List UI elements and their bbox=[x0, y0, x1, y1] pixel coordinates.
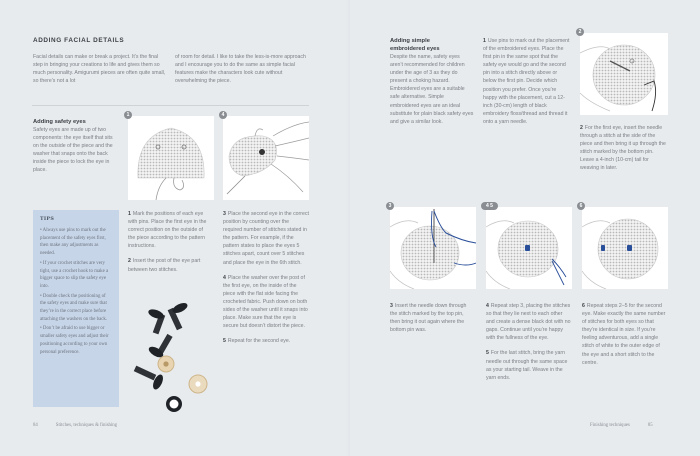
page-number: 84 bbox=[33, 423, 38, 428]
safety-eyes-parts-photo bbox=[128, 300, 218, 415]
embroidered-eyes-body: Despite the name, safety eyes aren’t recommended for children under the age of 3 as they do present a choking hazard. Embroidered eyes are a suitable safe alternative. Simple embroidered eyes are an ideal substitute for plain black safety eyes and give a similar look. bbox=[390, 54, 474, 125]
hand-pressing-washer-illustration bbox=[223, 116, 309, 200]
step-text: Insert the needle down through the stitch marked by the top pin, then bring it out again where the bottom pin was. bbox=[390, 303, 467, 334]
needle-through-ball-illustration bbox=[580, 33, 668, 115]
tips-title: TIPS bbox=[40, 216, 55, 222]
step-number: 2 bbox=[580, 125, 583, 131]
crochet-head-with-pins-illustration bbox=[128, 116, 214, 200]
step-number: 3 bbox=[223, 211, 226, 217]
section-name: Stitches, techniques & finishing bbox=[55, 423, 118, 428]
steps-column-2 bbox=[223, 210, 309, 352]
tip-item: • Always use pins to mark out the placement of the safety eyes first, then make any adjustments as needed. bbox=[40, 228, 106, 257]
embroidered-eyes-heading: Adding simple embroidered eyes bbox=[390, 38, 440, 52]
step-number: 2 bbox=[128, 258, 131, 265]
step-text: For the last stitch, bring the yarn needle out through the same space as your starting tail. Weave in the yarn ends. bbox=[486, 350, 568, 381]
right-step-3 bbox=[390, 302, 472, 341]
tip-item: • Double check the positioning of the safety eyes and make sure that they’re in the correct place before attaching the washers on the back. bbox=[40, 293, 108, 322]
section-name: Finishing techniques bbox=[590, 423, 630, 428]
dense-eye-dot-illustration bbox=[486, 207, 572, 289]
step-number: 6 bbox=[582, 303, 585, 309]
right-footer bbox=[590, 423, 653, 428]
step-4 bbox=[223, 274, 309, 331]
photo-step-1 bbox=[128, 116, 214, 200]
safety-eyes-heading: Adding safety eyes bbox=[33, 119, 86, 125]
right-step-5 bbox=[486, 349, 572, 381]
step-text: Repeat steps 2–5 for the second eye. Make exactly the same number of stitches for both eyes so that they’re identical in size. If you’re feeling adventurous, add a single stitch of white to the outer edge of the eye and a short stitch to the centre. bbox=[582, 303, 666, 366]
steps-column-1 bbox=[128, 210, 210, 281]
right-step-2 bbox=[580, 124, 668, 180]
step-text: Use pins to mark out the placement of the embroidered eyes. Place the first pin in the same spot that the safety eye would go and the second pin into a stitch directly above or below the first pin. Decide which position you prefer. Once you’re happy with the placement, cut a 12-inch (30-cm) length of black embroidery floss/thread and thread it onto a yarn needle. bbox=[483, 38, 570, 125]
right-step-4 bbox=[486, 302, 572, 342]
tip-item: • If your crochet stitches are very tight, use a crochet hook to make a bigger space to slip the safety eye into. bbox=[40, 260, 109, 289]
safety-eye-post bbox=[168, 301, 189, 330]
two-embroidered-eyes-illustration bbox=[582, 207, 668, 289]
left-footer bbox=[33, 423, 117, 428]
photo-badge: 4 5 bbox=[481, 202, 498, 210]
step-number: 4 bbox=[223, 274, 226, 281]
step-number: 4 bbox=[486, 303, 489, 309]
step-number: 5 bbox=[223, 338, 226, 345]
step-text: Insert the post of the eye part between two stitches. bbox=[128, 258, 201, 273]
step-number: 1 bbox=[483, 38, 486, 44]
photo-step-3 bbox=[390, 207, 476, 289]
step-text: Place the second eye in the correct position by counting over the required number of stitches stated in the pattern. For example, if the pattern states to place the eyes 5 stitches apart, count over 5 stitches and place the eye in the 6th stitch. bbox=[223, 211, 309, 266]
right-steps-4-5 bbox=[486, 302, 572, 389]
photo-badge: 6 bbox=[577, 202, 585, 210]
page-number: 85 bbox=[647, 423, 653, 428]
step-text: Repeat step 3, placing the stitches so that they lie next to each other and create a dense black dot with no gaps. Continue until you’re happy with the fullness of the eye. bbox=[486, 303, 571, 342]
step-text: Place the washer over the post of the first eye, on the inside of the piece with the flat side facing the crocheted fabric. Push down on both sides of the washer until it snaps into place. Make sure that the eye is secure but doesn’t distort the piece. bbox=[223, 274, 308, 330]
step-1 bbox=[128, 210, 210, 250]
photo-badge: 4 bbox=[219, 111, 227, 119]
section-heading: ADDING FACIAL DETAILS bbox=[33, 37, 125, 44]
tips-box bbox=[33, 210, 119, 407]
safety-eyes-body: Safety eyes are made up of two components: the eye itself that sits on the outside of the piece and the washer that snaps onto the back inside the piece to lock the eye in place. bbox=[33, 127, 113, 174]
step-text: Repeat for the second eye. bbox=[227, 338, 291, 345]
intro-column-2: of room for detail. I like to take the less-is-more approach and I encourage you to do the same as simple facial features make the characters look cute without overwhelming the piece. bbox=[175, 54, 306, 85]
safety-eye-front bbox=[166, 396, 182, 412]
photo-badge: 2 bbox=[576, 28, 584, 36]
right-page bbox=[350, 0, 700, 456]
needle-down-through-stitch-illustration bbox=[390, 207, 476, 289]
photo-badge: 3 bbox=[386, 202, 394, 210]
step-3 bbox=[223, 210, 309, 267]
photo-step-6 bbox=[582, 207, 668, 289]
intro-column-1: Facial details can make or break a project. It’s the final step in bringing your creations to life and gives them so much personality. Amigurumi pieces are often quite small, so there’s not a lot bbox=[33, 54, 166, 85]
right-step-6 bbox=[582, 302, 666, 374]
step-number: 5 bbox=[486, 350, 489, 357]
step-number: 1 bbox=[128, 211, 131, 217]
photo-step-4-5 bbox=[486, 207, 572, 289]
photo-step-2 bbox=[580, 33, 668, 115]
step-number: 3 bbox=[390, 303, 393, 309]
photo-badge: 1 bbox=[124, 111, 132, 119]
step-text: Mark the positions of each eye with pins. Place the first eye in the correct position on the outside of the piece according to the pattern instructions. bbox=[128, 211, 207, 250]
tip-item: • Don’t be afraid to use bigger or smaller safety eyes and adjust their positioning according to your own personal preference. bbox=[40, 326, 109, 355]
step-5 bbox=[223, 337, 309, 345]
section-divider bbox=[32, 105, 309, 106]
washer bbox=[189, 375, 207, 393]
step-text: For the first eye, insert the needle through a stitch at the side of the piece and then bring it up through the stitch marked by the bottom pin. Leave a 4-inch (10-cm) tail for weaving in later. bbox=[580, 125, 666, 172]
right-step-1 bbox=[483, 37, 571, 133]
washer bbox=[158, 356, 174, 372]
safety-eye-post bbox=[147, 308, 165, 335]
step-2 bbox=[128, 257, 210, 273]
safety-eye-post bbox=[147, 334, 173, 360]
photo-step-4 bbox=[223, 116, 309, 200]
